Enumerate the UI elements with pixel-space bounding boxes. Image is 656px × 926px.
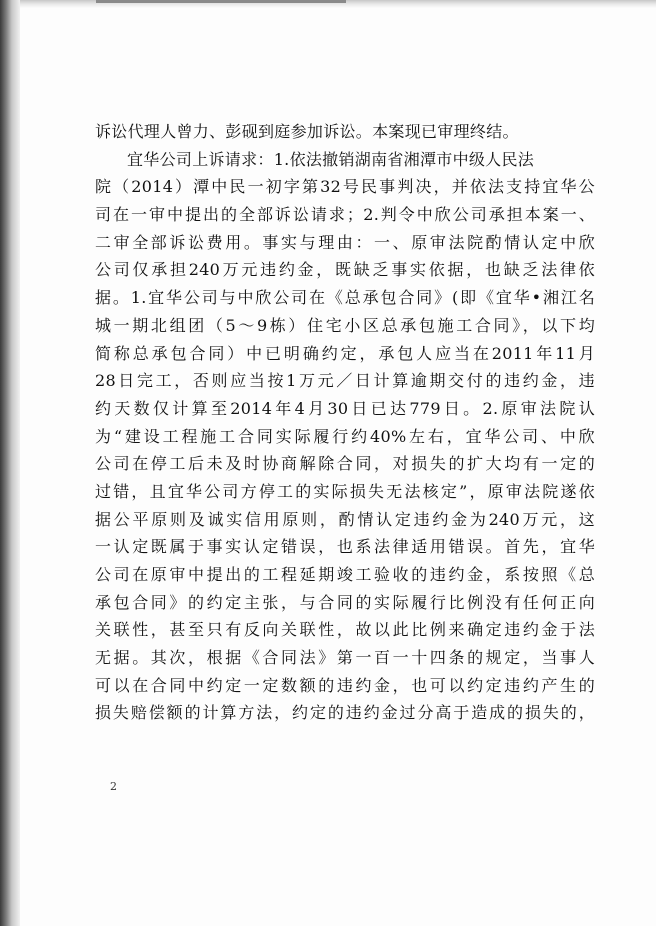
text-line: 可以在合同中约定一定数额的违约金，也可以约定违约产生的 bbox=[95, 675, 595, 695]
text-line: 据。1.宜华公司与中欣公司在《总承包合同》(即《宜华•湘江名 bbox=[95, 288, 595, 308]
text-line: 28日完工，否则应当按1万元／日计算逾期交付的违约金，违 bbox=[95, 371, 595, 391]
text-line: 宜华公司上诉请求：1.依法撤销湖南省湘潭市中级人民法 bbox=[127, 149, 535, 169]
text-line: 据公平原则及诚实信用原则，酌情认定违约金为240万元，这 bbox=[95, 509, 595, 529]
text-line: 约天数仅计算至2014年4月30日已达779日。2.原审法院认 bbox=[95, 398, 595, 418]
text-line: 承包合同》的约定主张，与合同的实际履行比例没有任何正向 bbox=[95, 592, 595, 612]
text-line: 一认定既属于事实认定错误，也系法律适用错误。首先，宜华 bbox=[95, 537, 595, 557]
text-line: 关联性，甚至只有反向关联性，故以此比例来确定违约金于法 bbox=[95, 620, 595, 640]
text-line: 二审全部诉讼费用。事实与理由：一、原审法院酌情认定中欣 bbox=[95, 232, 595, 252]
text-line: 公司在停工后未及时协商解除合同，对损失的扩大均有一定的 bbox=[95, 454, 595, 474]
text-line: 为“建设工程施工合同实际履行约40%左右，宜华公司、中欣 bbox=[95, 426, 595, 446]
text-line: 简称总承包合同）中已明确约定，承包人应当在2011年11月 bbox=[95, 343, 595, 363]
document-body bbox=[95, 118, 595, 727]
text-line: 过错，且宜华公司方停工的实际损失无法核定”，原审法院遂依 bbox=[95, 481, 595, 501]
text-line: 院（2014）潭中民一初字第32号民事判决，并依法支持宜华公 bbox=[95, 177, 595, 197]
text-line: 损失赔偿额的计算方法，约定的违约金过分高于造成的损失的， bbox=[95, 703, 595, 723]
text-line: 诉讼代理人曾力、彭砚到庭参加诉讼。本案现已审理终结。 bbox=[95, 122, 519, 141]
text-line: 公司仅承担240万元违约金，既缺乏事实依据，也缺乏法律依 bbox=[95, 260, 595, 280]
scan-left-edge-shadow bbox=[0, 0, 20, 926]
text-line: 公司在原审中提出的工程延期竣工验收的违约金，系按照《总 bbox=[95, 565, 595, 584]
scan-top-mark bbox=[96, 0, 346, 3]
text-line: 无据。其次，根据《合同法》第一百一十四条的规定，当事人 bbox=[95, 648, 595, 668]
page-number: 2 bbox=[110, 780, 117, 793]
text-line: 城一期北组团（5～9栋）住宅小区总承包施工合同》，以下均 bbox=[95, 315, 595, 335]
text-line: 司在一审中提出的全部诉讼请求；2.判令中欣公司承担本案一、 bbox=[95, 205, 595, 225]
